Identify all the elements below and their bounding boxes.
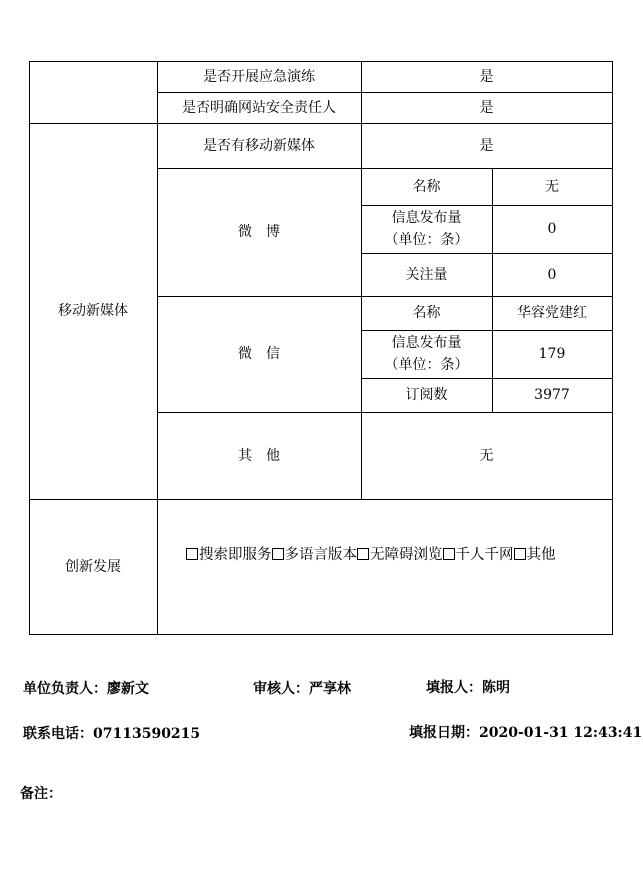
weibo-follow-label: 关注量 <box>405 266 448 283</box>
reporter: 填报人：陈明 <box>426 680 510 696</box>
weibo-follow-value: 0 <box>547 266 557 283</box>
checkbox-accessibility[interactable] <box>357 548 369 560</box>
responsible-label: 是否明确网站安全责任人 <box>182 99 336 116</box>
option-accessibility: 无障碍浏览 <box>370 547 443 563</box>
mobile-section-label: 移动新媒体 <box>58 303 128 319</box>
weibo-name-value: 无 <box>545 178 559 195</box>
wechat-subs-label: 订阅数 <box>405 387 448 403</box>
weibo-posts-label-line1: 信息发布量 <box>391 210 462 226</box>
checkbox-personalized[interactable] <box>443 548 455 560</box>
option-multi-language: 多语言版本 <box>284 547 357 563</box>
has-mobile-value: 是 <box>479 137 494 154</box>
drill-label: 是否开展应急演练 <box>203 68 315 85</box>
option-personalized: 千人千网 <box>455 547 514 563</box>
contact-phone: 联系电话：07113590215 <box>23 726 201 742</box>
weibo-label: 微 博 <box>238 224 280 240</box>
option-other: 其他 <box>526 547 556 563</box>
unit-head: 单位负责人：廖新文 <box>23 681 149 697</box>
weibo-posts-label <box>361 205 492 253</box>
wechat-posts-label-line2: （单位：条） <box>384 357 469 373</box>
weibo-name-label: 名称 <box>412 178 441 195</box>
has-mobile-label: 是否有移动新媒体 <box>203 137 315 154</box>
innovation-options <box>186 543 556 564</box>
checkbox-search-service[interactable] <box>186 548 198 560</box>
other-value: 无 <box>479 447 494 464</box>
weibo-posts-label-line2: （单位：条） <box>384 232 469 248</box>
innovation-label: 创新发展 <box>65 558 121 575</box>
checkbox-other[interactable] <box>514 548 526 560</box>
wechat-posts-label-line1: 信息发布量 <box>391 335 462 351</box>
wechat-name-value: 华容党建红 <box>517 305 587 321</box>
other-label: 其 他 <box>238 447 280 464</box>
responsible-value: 是 <box>479 99 494 116</box>
drill-value: 是 <box>479 68 494 85</box>
wechat-label: 微 信 <box>238 346 280 362</box>
weibo-posts-value: 0 <box>547 221 557 237</box>
report-date: 填报日期：2020-01-31 12:43:41 <box>409 725 643 741</box>
wechat-name-label: 名称 <box>412 305 441 321</box>
reviewer: 审核人：严享林 <box>253 681 351 697</box>
wechat-posts-value: 179 <box>538 346 566 362</box>
wechat-posts-label <box>361 330 492 378</box>
wechat-subs-value: 3977 <box>534 387 570 403</box>
checkbox-multi-language[interactable] <box>272 548 284 560</box>
remark: 备注： <box>20 786 62 802</box>
option-search-service: 搜索即服务 <box>199 547 272 563</box>
